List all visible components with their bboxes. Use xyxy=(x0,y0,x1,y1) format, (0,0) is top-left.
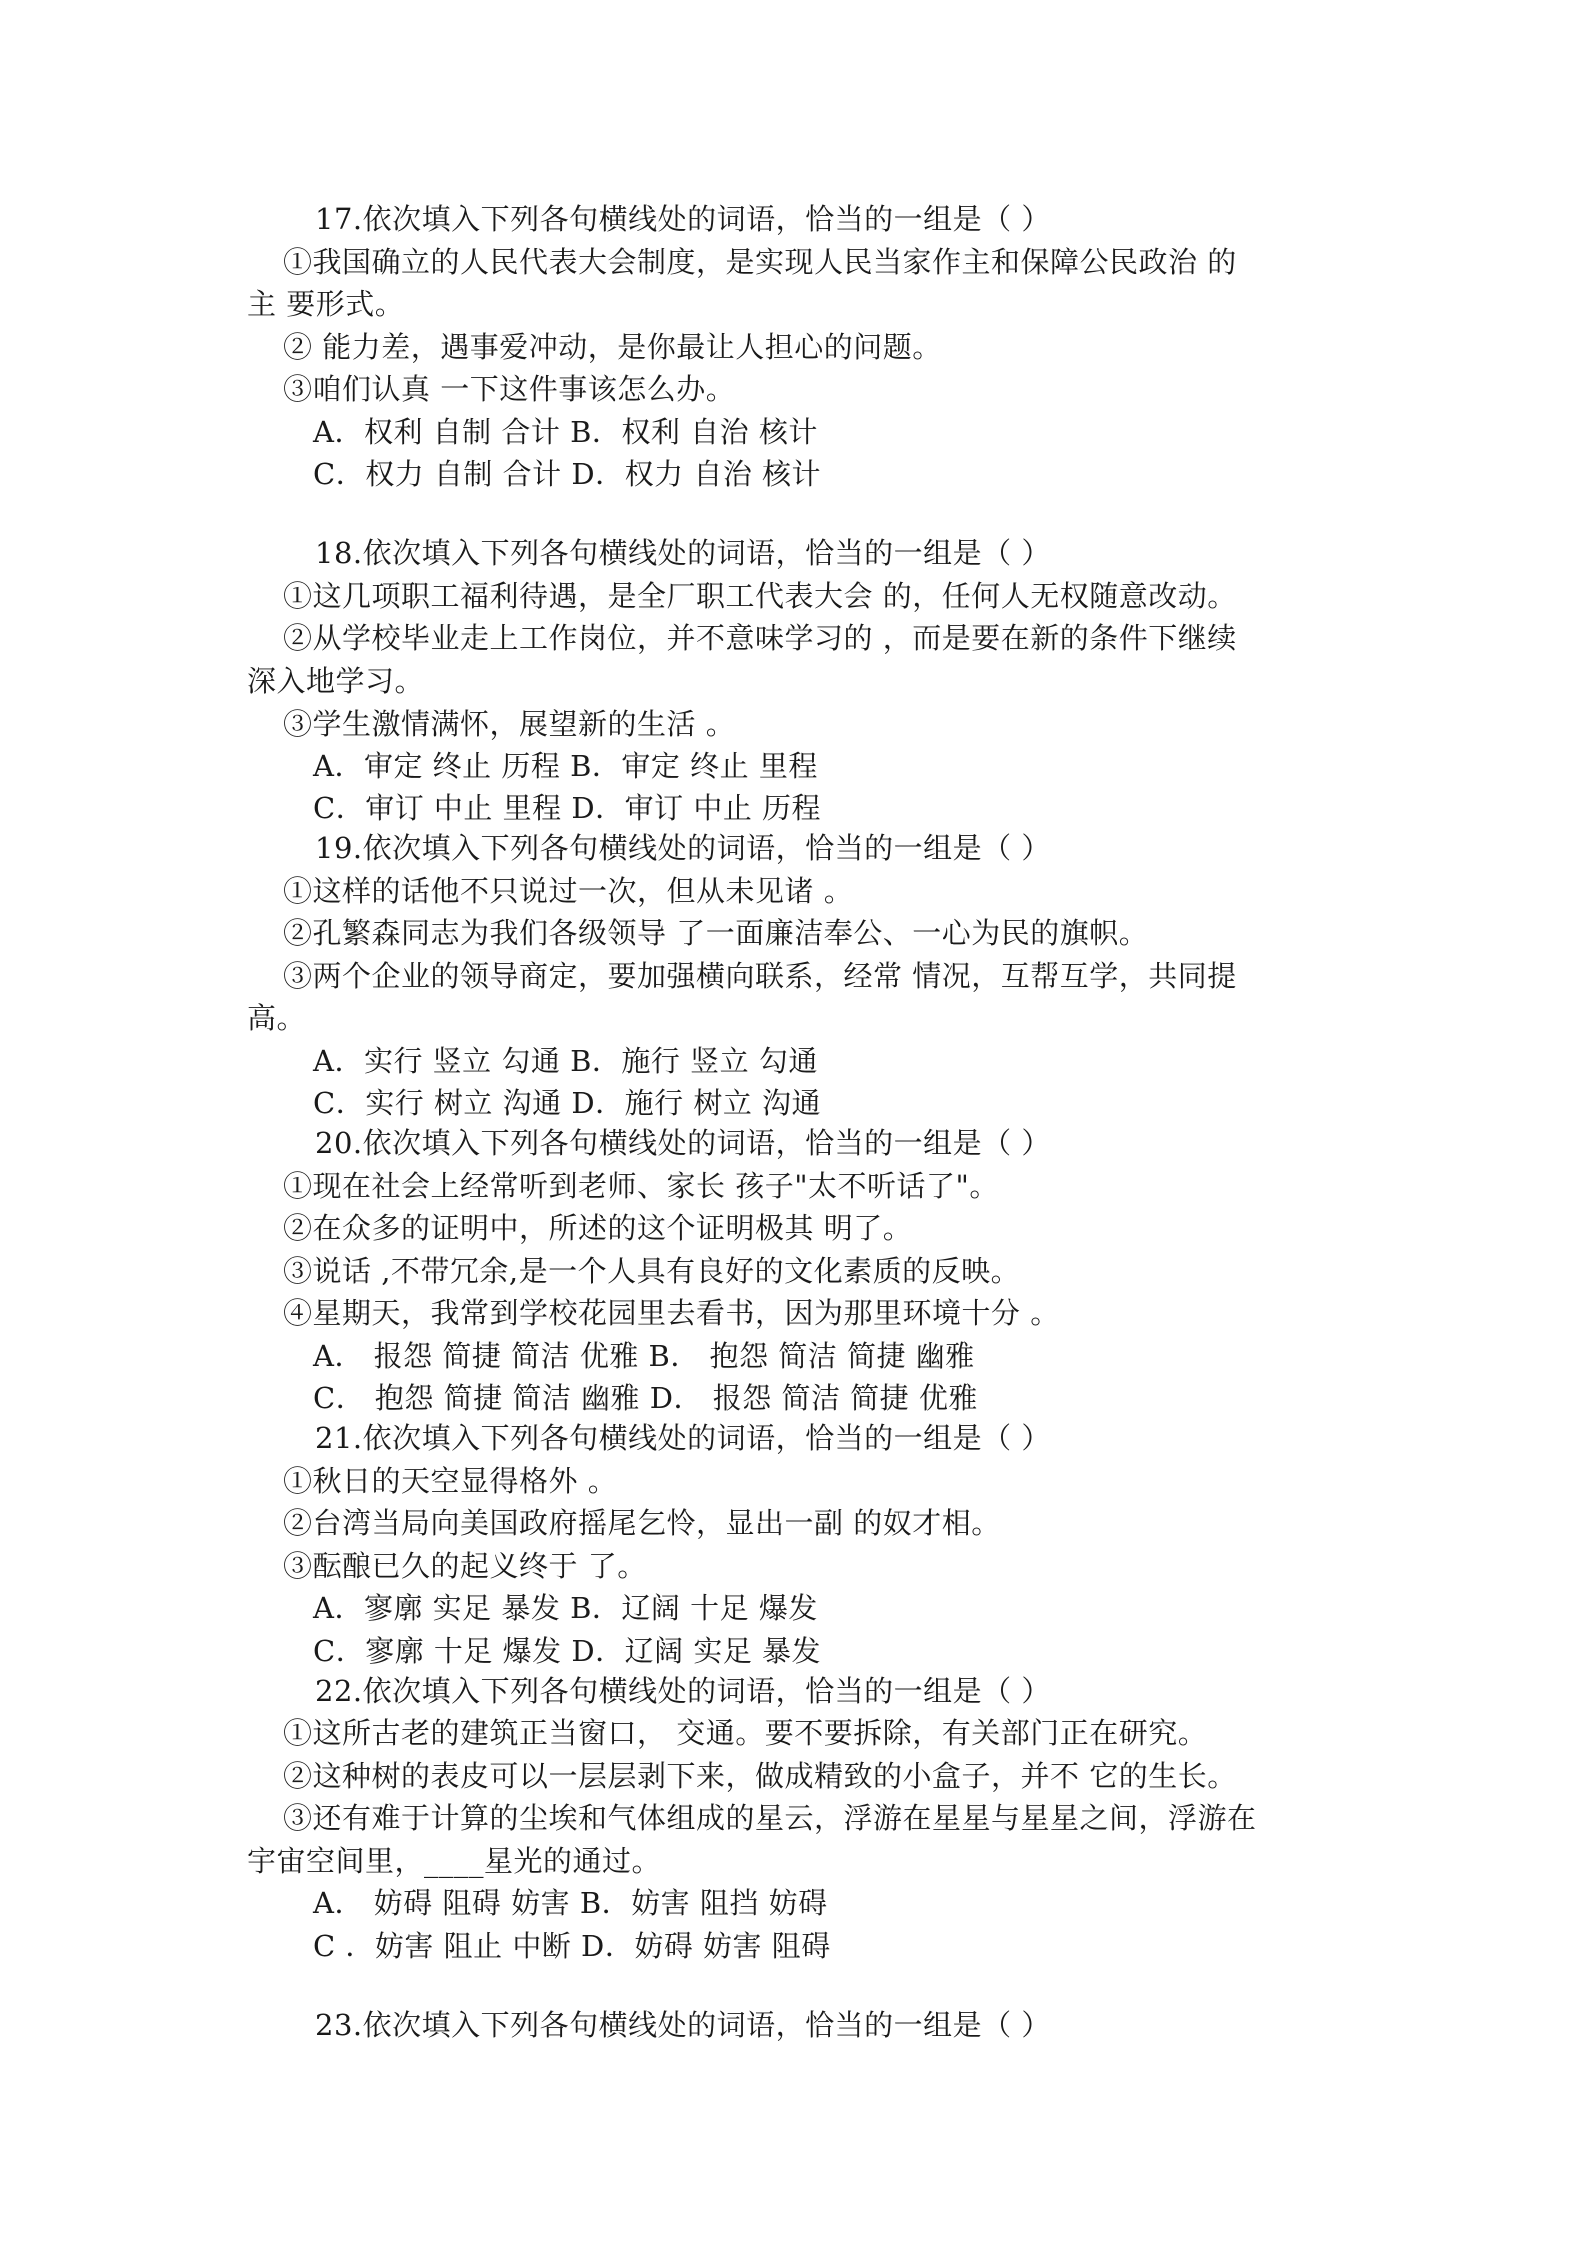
question-20-item-1: ①现在社会上经常听到老师、家长 孩子"太不听话了"。 xyxy=(283,1169,999,1203)
question-18-options-cd: C．审订 中止 里程 D．审订 中止 历程 xyxy=(313,791,822,825)
question-17-item-2: ② 能力差，遇事爱冲动，是你最让人担心的问题。 xyxy=(283,330,942,364)
question-19-options-cd: C．实行 树立 沟通 D．施行 树立 沟通 xyxy=(313,1086,822,1120)
question-19-item-3-cont: 高。 xyxy=(247,1001,307,1035)
question-20-options-ab: A． 报怨 简捷 简洁 优雅 B． 抱怨 简洁 简捷 幽雅 xyxy=(313,1339,975,1373)
question-21-options-ab: A．寥廓 实足 暴发 B．辽阔 十足 爆发 xyxy=(313,1591,818,1625)
question-22-item-3-cont: 宇宙空间里，____星光的通过。 xyxy=(247,1844,662,1878)
question-20-item-2: ②在众多的证明中，所述的这个证明极其 明了。 xyxy=(283,1211,913,1245)
question-19-item-3: ③两个企业的领导商定，要加强横向联系，经常 情况，互帮互学，共同提 xyxy=(283,959,1237,993)
question-22-item-1: ①这所古老的建筑正当窗口， 交通。要不要拆除，有关部门正在研究。 xyxy=(283,1716,1208,1750)
question-17-item-1-cont: 主 要形式。 xyxy=(247,287,405,321)
question-21-options-cd: C．寥廓 十足 爆发 D．辽阔 实足 暴发 xyxy=(313,1634,822,1668)
question-19-item-1: ①这样的话他不只说过一次，但从未见诸 。 xyxy=(283,874,854,908)
question-17-item-1: ①我国确立的人民代表大会制度，是实现人民当家作主和保障公民政治 的 xyxy=(283,245,1237,279)
question-20-options-cd: C． 抱怨 简捷 简洁 幽雅 D． 报怨 简洁 简捷 优雅 xyxy=(313,1381,978,1415)
question-22-item-2: ②这种树的表皮可以一层层剥下来，做成精致的小盒子，并不 它的生长。 xyxy=(283,1759,1237,1793)
question-19-options-ab: A．实行 竖立 勾通 B．施行 竖立 勾通 xyxy=(313,1044,818,1078)
question-23-stem: 23.依次填入下列各句横线处的词语，恰当的一组是（ ） xyxy=(315,2008,1051,2042)
question-18-item-2-cont: 深入地学习。 xyxy=(247,664,425,698)
question-20-item-4: ④星期天，我常到学校花园里去看书，因为那里环境十分 。 xyxy=(283,1296,1060,1330)
question-22-item-3: ③还有难于计算的尘埃和气体组成的星云，浮游在星星与星星之间，浮游在 xyxy=(283,1801,1257,1835)
question-17-options-ab: A．权利 自制 合计 B．权利 自治 核计 xyxy=(313,415,818,449)
question-17-options-cd: C．权力 自制 合计 D．权力 自治 核计 xyxy=(313,457,822,491)
question-18-options-ab: A．审定 终止 历程 B．审定 终止 里程 xyxy=(313,749,818,783)
question-20-stem: 20.依次填入下列各句横线处的词语，恰当的一组是（ ） xyxy=(315,1126,1051,1160)
question-21-item-2: ②台湾当局向美国政府摇尾乞怜，显出一副 的奴才相。 xyxy=(283,1506,1001,1540)
question-18-stem: 18.依次填入下列各句横线处的词语，恰当的一组是（ ） xyxy=(315,536,1051,570)
question-18-item-2: ②从学校毕业走上工作岗位，并不意味学习的 ，而是要在新的条件下继续 xyxy=(283,621,1237,655)
question-19-item-2: ②孔繁森同志为我们各级领导 了一面廉洁奉公、一心为民的旗帜。 xyxy=(283,916,1149,950)
question-22-options-ab: A． 妨碍 阻碍 妨害 B．妨害 阻挡 妨碍 xyxy=(313,1886,828,1920)
question-17-stem: 17.依次填入下列各句横线处的词语，恰当的一组是（ ） xyxy=(315,202,1051,236)
question-20-item-3: ③说话 ,不带冗余,是一个人具有良好的文化素质的反映。 xyxy=(283,1254,1021,1288)
question-22-stem: 22.依次填入下列各句横线处的词语，恰当的一组是（ ） xyxy=(315,1674,1051,1708)
question-17-item-3: ③咱们认真 一下这件事该怎么办。 xyxy=(283,372,736,406)
question-21-item-3: ③酝酿已久的起义终于 了。 xyxy=(283,1549,647,1583)
question-21-stem: 21.依次填入下列各句横线处的词语，恰当的一组是（ ） xyxy=(315,1421,1051,1455)
question-18-item-1: ①这几项职工福利待遇，是全厂职工代表大会 的，任何人无权随意改动。 xyxy=(283,579,1237,613)
question-18-item-3: ③学生激情满怀，展望新的生活 。 xyxy=(283,707,736,741)
question-22-options-cd: C ．妨害 阻止 中断 D．妨碍 妨害 阻碍 xyxy=(313,1929,831,1963)
question-19-stem: 19.依次填入下列各句横线处的词语，恰当的一组是（ ） xyxy=(315,831,1051,865)
question-21-item-1: ①秋日的天空显得格外 。 xyxy=(283,1464,618,1498)
